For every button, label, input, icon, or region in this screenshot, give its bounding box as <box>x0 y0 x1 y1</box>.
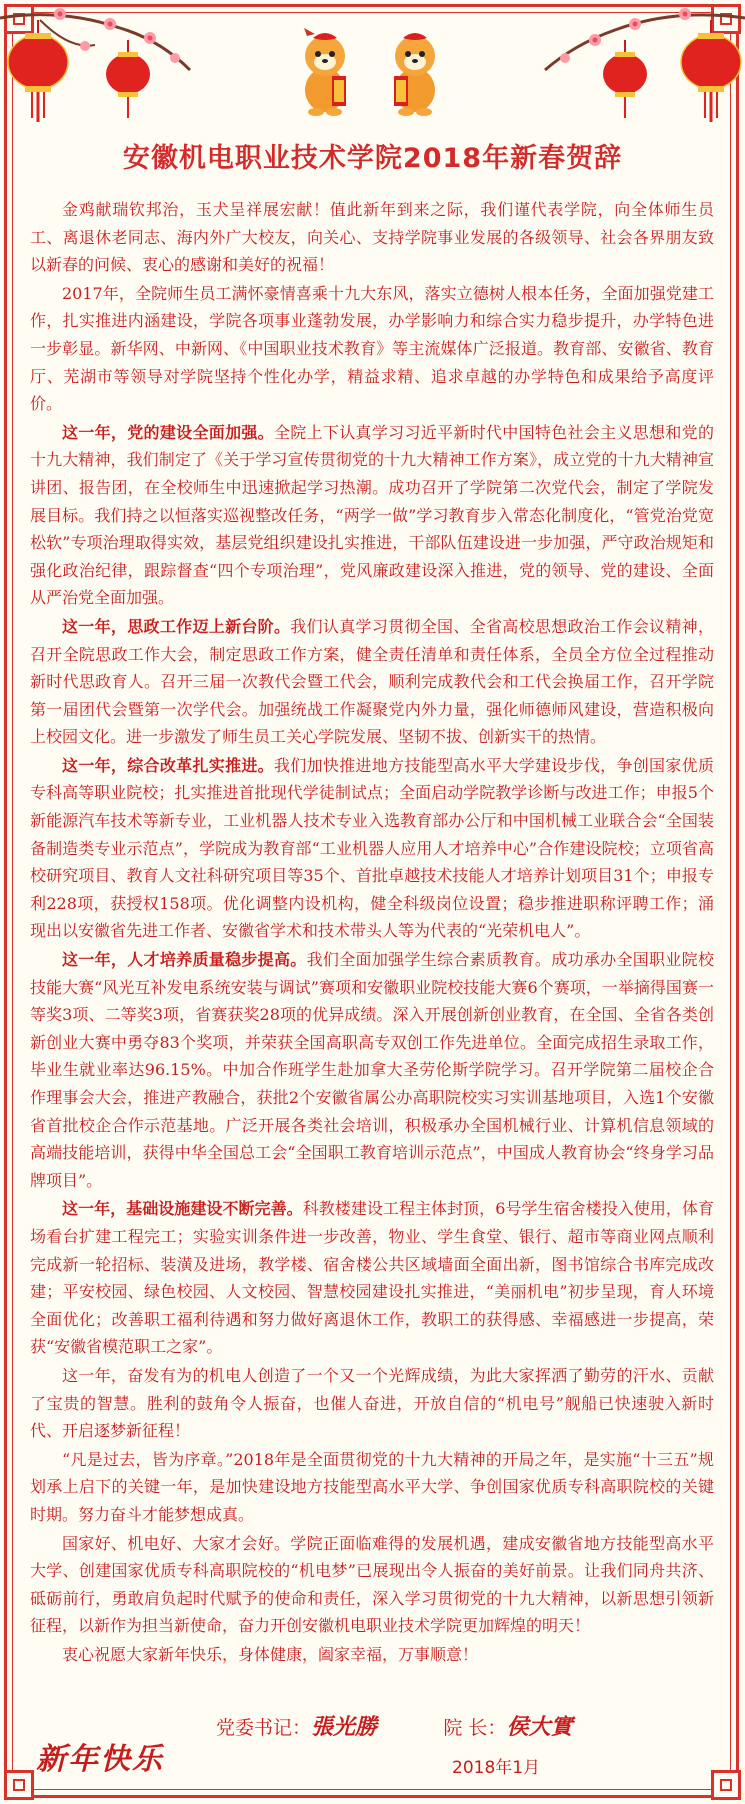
body-paragraph <box>30 196 714 279</box>
signature-block <box>216 1710 572 1741</box>
body-paragraph <box>30 1362 714 1445</box>
paragraph-text: 全院上下认真学习习近平新时代中国特色社会主义思想和党的十九大精神，我们制定了《关于学习宣传贯彻党的十九大精神工作方案》，成立党的十九大精神宣讲团、报告团，在全校师生中迅速掀起学习热潮。成功召开了学院第二次党代会，制定了学院发展目标。我们持之以恒落实巡视整改任务，“两学一做”学习教育步入常态化制度化，“管党治党宽松软”专项治理取得实效，基层党组织建设扎实推进，干部队伍建设进一步加强，严守政治规矩和强化政治纪律，跟踪督查“四个专项治理”，党风廉政建设深入推进，党的领导、党的建设、全面从严治党全面加强。 <box>30 422 714 608</box>
paragraph-text: 金鸡献瑞钦邦治，玉犬呈祥展宏献！值此新年到来之际，我们谨代表学院，向全体师生员工、离退休老同志、海内外广大校友，向关心、支持学院事业发展的各级领导、社会各界朋友致以新春的问候、衷心的感谢和美好的祝福！ <box>30 200 714 275</box>
corner-ornament <box>4 1770 34 1800</box>
body-paragraph <box>30 946 714 1194</box>
corner-ornament <box>711 1770 741 1800</box>
body-paragraph <box>30 613 714 751</box>
paragraph-lead: 这一年，思政工作迈上新台阶。 <box>62 616 291 636</box>
page-title: 安徽机电职业技术学院2018年新春贺辞 <box>122 143 623 174</box>
paragraph-lead: 这一年，基础设施建设不断完善。 <box>62 1199 303 1219</box>
body-paragraph <box>30 280 714 418</box>
body-paragraph <box>30 752 714 945</box>
body-paragraph <box>30 1641 714 1669</box>
paragraph-text: 衷心祝愿大家新年快乐，身体健康，阖家幸福，万事顺意！ <box>62 1644 479 1664</box>
president-label: 院 长： <box>443 1717 507 1739</box>
paragraph-text: 我们认真学习贯彻全国、全省高校思想政治工作会议精神，召开全院思政工作大会，制定思政工作方案，健全责任清单和责任体系，全员全方位全过程推动新时代思政育人。召开三届一次教代会暨工代会，顺利完成教代会和工代会换届工作，召开学院第一届团代会暨第一次学代会。加强统战工作凝聚党内外力量，强化师德师风建设，营造积极向上校园文化。进一步激发了师生员工关心学院发展、坚韧不拔、创新实干的热情。 <box>30 616 714 747</box>
body-paragraph <box>30 419 714 612</box>
paragraph-text: 这一年，奋发有为的机电人创造了一个又一个光辉成绩，为此大家挥洒了勤劳的汗水、贡献了宝贵的智慧。胜利的鼓角令人振奋，也催人奋进，开放自信的“机电号”舰船已快速驶入新时代、开启逐梦新征程！ <box>30 1365 714 1441</box>
paragraph-lead: 这一年，人才培养质量稳步提高。 <box>62 950 307 970</box>
party-secretary-label: 党委书记： <box>216 1717 312 1739</box>
greeting-body <box>30 196 714 1669</box>
party-secretary-signature: 張光勝 <box>311 1714 378 1740</box>
body-paragraph <box>30 1530 714 1640</box>
lantern-decoration-left <box>0 0 200 130</box>
lantern-decoration-right <box>525 0 745 130</box>
president-signature: 侯大實 <box>506 1714 573 1740</box>
new-year-calligraphy: 新年快乐 <box>36 1742 164 1777</box>
paragraph-text: 我们全面加强学生综合素质教育。成功承办全国职业院校技能大赛“风光互补发电系统安装与调试”赛项和安徽职业院校技能大赛6个赛项，一举摘得国赛一等奖3项、二等奖3项，省赛获奖28项的优异成绩。深入开展创新创业教育，在全国、全省各类创新创业大赛中勇夺83个奖项，并荣获全国高职高专双创工作先进单位。全面完成招生录取工作，毕业生就业率达96.15%。中加合作班学生赴加拿大圣劳伦斯学院学习。召开学院第二届校企合作理事会大会，推进产教融合，获批2个安徽省属公办高职院校实习实训基地项目，入选1个安徽省首批校企合作示范基地。广泛开展各类社会培训，积极承办全国机械行业、计算机信息领域的高端技能培训，获得中华全国总工会“全国职工教育培训示范点”，中国成人教育协会“终身学习品牌项目”。 <box>30 950 714 1190</box>
paragraph-text: 国家好、机电好、大家才会好。学院正面临难得的发展机遇，建成安徽省地方技能型高水平大学、创建国家优质专科高职院校的“机电梦”已展现出令人振奋的美好前景。让我们同舟共济、砥砺前行，勇敢肩负起时代赋予的使命和责任，深入学习贯彻党的十九大精神，以新思想引领新征程，以新作为担当新使命，奋力开创安徽机电职业技术学院更加辉煌的明天！ <box>30 1533 714 1636</box>
paragraph-text: 2017年，全院师生员工满怀豪情喜乘十九大东风，落实立德树人根本任务，全面加强党建工作，扎实推进内涵建设，学院各项事业蓬勃发展，办学影响力和综合实力稳步提升，办学特色进一步彰显。新华网、中新网、《中国职业技术教育》等主流媒体广泛报道。教育部、安徽省、教育厅、芜湖市等领导对学院坚持个性化办学，精益求精、追求卓越的办学特色和成果给予高度评价。 <box>30 283 714 414</box>
paragraph-text: 科教楼建设工程主体封顶，6号学生宿舍楼投入使用，体育场看台扩建工程完工；实验实训条件进一步改善，物业、学生食堂、银行、超市等商业网点顺利完成新一轮招标、装潢及进场，教学楼、宿舍楼公共区域墙面全面出新，图书馆综合书库完成改建；平安校园、绿色校园、人文校园、智慧校园建设扎实推进，“美丽机电”初步呈现，育人环境全面优化；改善职工福利待遇和努力做好离退休工作，教职工的获得感、幸福感进一步提高，荣获“安徽省模范职工之家”。 <box>30 1199 714 1357</box>
body-paragraph <box>30 1446 714 1529</box>
date-line: 2018年1月 <box>452 1758 541 1778</box>
paragraph-text: “凡是过去，皆为序章。”2018年是全面贯彻党的十九大精神的开局之年，是实施“十三五”规划承上启下的关键一年，是加快建设地方技能型高水平大学、争创国家优质专科高职院校的关键时期。努力奋斗才能梦想成真。 <box>30 1449 714 1524</box>
paragraph-text: 我们加快推进地方技能型高水平大学建设步伐，争创国家优质专科高等职业院校；扎实推进首批现代学徒制试点；全面启动学院教学诊断与改进工作；申报5个新能源汽车技术等新专业，工业机器人技术专业入选教育部办公厅和中国机械工业联合会“全国装备制造类专业示范点”，学院成为教育部“工业机器人应用人才培养中心”合作建设院校；立项省高校研究项目、教育人文社科研究项目等35个、首批卓越技术技能人才培养计划项目31个；申报专利228项，获授权158项。优化调整内设机构，健全科级岗位设置；稳步推进职称评聘工作；涌现出以安徽省先进工作者、安徽省学术和技术带头人等为代表的“光荣机电人”。 <box>30 755 714 941</box>
paragraph-lead: 这一年，综合改革扎实推进。 <box>62 755 274 775</box>
paragraph-lead: 这一年，党的建设全面加强。 <box>62 422 274 442</box>
dog-mascots-illustration <box>290 28 455 118</box>
body-paragraph <box>30 1195 714 1361</box>
